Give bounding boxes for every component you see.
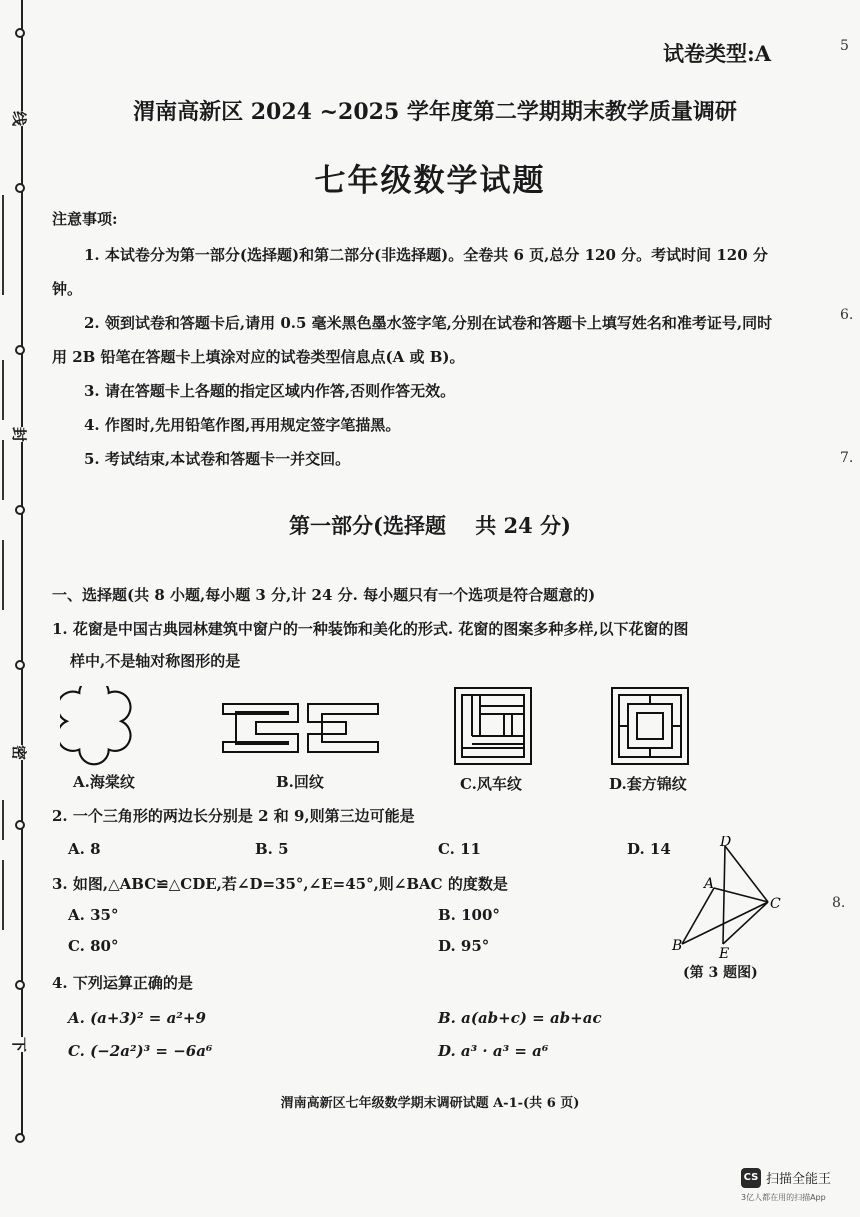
notice-item: 2. 领到试卷和答题卡后,请用 0.5 毫米黑色墨水签字笔,分别在试卷和答题卡上填写姓名和准考证号,同时用 2B 铅笔在答题卡上填涂对应的试卷类型信息点(A 或 B)。	[52, 314, 773, 366]
option-c: C. (−2a²)³ = −6a⁶	[68, 1042, 213, 1060]
option-c: C. 11	[438, 840, 481, 858]
question-1-figures	[60, 686, 780, 766]
notice-item: 4. 作图时,先用铅笔作图,再用规定签字笔描黑。	[84, 416, 401, 434]
binding-ring	[15, 660, 25, 670]
question-3-figure	[668, 836, 788, 966]
point-label: C	[770, 896, 781, 912]
margin-label-line: 线	[10, 110, 29, 127]
figure-label: D.套方锦纹	[609, 775, 687, 793]
question-2-stem: 2. 一个三角形的两边长分别是 2 和 9,则第三边可能是	[52, 807, 415, 825]
exam-subject-title: 七年级数学试题	[314, 163, 546, 199]
notice-list	[52, 238, 787, 476]
option-a: A. 35°	[68, 906, 119, 924]
notice-item: 5. 考试结束,本试卷和答题卡一并交回。	[84, 450, 351, 468]
option-b: B. 5	[255, 840, 289, 858]
point-label: D	[720, 836, 732, 850]
notice-heading: 注意事项:	[52, 210, 118, 228]
right-edge-number: 5	[840, 38, 849, 54]
exam-type: 试卷类型:A	[663, 41, 772, 66]
begonia-pattern-figure	[60, 686, 131, 764]
question-3-stem: 3. 如图,△ABC≌△CDE,若∠D=35°,∠E=45°,则∠BAC 的度数是	[52, 875, 508, 893]
pinwheel-pattern-figure	[455, 688, 531, 764]
notice-item: 1. 本试卷分为第一部分(选择题)和第二部分(非选择题)。全卷共 6 页,总分 120 分。考试时间 120 分钟。	[52, 246, 768, 298]
page-footer: 渭南高新区七年级数学期末调研试题 A-1-(共 6 页)	[280, 1096, 580, 1111]
binding-ring	[15, 1133, 25, 1143]
question-1-line1: 1. 花窗是中国古典园林建筑中窗户的一种装饰和美化的形式. 花窗的图案多种多样,以下花窗的图	[52, 620, 689, 638]
option-b: B. 100°	[438, 906, 500, 924]
meander-pattern-figure	[223, 704, 378, 752]
right-edge-number: 8.	[832, 895, 846, 911]
binding-ring	[15, 980, 25, 990]
right-edge-number: 6.	[840, 307, 854, 323]
nested-square-pattern-figure	[612, 688, 688, 764]
scanner-logo-icon: CS	[741, 1168, 761, 1188]
option-a: A. (a+3)² = a²+9	[68, 1009, 206, 1027]
exam-title: 渭南高新区 2024 ~2025 学年度第二学期期末教学质量调研	[133, 99, 737, 125]
scanner-tagline: 3亿人都在用的扫描App	[741, 1193, 826, 1202]
option-c: C. 80°	[68, 937, 119, 955]
option-d: D. a³ · a³ = a⁶	[438, 1042, 549, 1060]
notice-item: 3. 请在答题卡上各题的指定区域内作答,否则作答无效。	[84, 382, 456, 400]
point-label: A	[704, 876, 715, 892]
option-b: B. a(ab+c) = ab+ac	[438, 1009, 602, 1027]
scanner-app-name: 扫描全能王	[766, 1172, 832, 1187]
question-4-stem: 4. 下列运算正确的是	[52, 974, 193, 992]
binding-ring	[15, 820, 25, 830]
option-d: D. 95°	[438, 937, 490, 955]
margin-label-seal: 封	[10, 426, 29, 443]
figure-label: A.海棠纹	[73, 773, 135, 791]
option-d: D. 14	[627, 840, 671, 858]
part-title: 第一部分(选择题 共 24 分)	[289, 513, 571, 538]
point-label: E	[719, 946, 730, 962]
option-a: A. 8	[68, 840, 101, 858]
margin-label-below: 下	[10, 1036, 29, 1053]
figure-label: B.回纹	[276, 773, 324, 791]
figure-label: C.风车纹	[460, 775, 522, 793]
binding-ring	[15, 345, 25, 355]
margin-label-secret: 密	[10, 744, 29, 761]
binding-ring	[15, 28, 25, 38]
figure-caption: (第 3 题图)	[683, 965, 758, 981]
question-1-line2: 样中,不是轴对称图形的是	[70, 652, 241, 670]
right-edge-number: 7.	[840, 450, 854, 466]
section-header: 一、选择题(共 8 小题,每小题 3 分,计 24 分. 每小题只有一个选项是符合题意的)	[52, 586, 596, 604]
point-label: B	[672, 938, 683, 954]
